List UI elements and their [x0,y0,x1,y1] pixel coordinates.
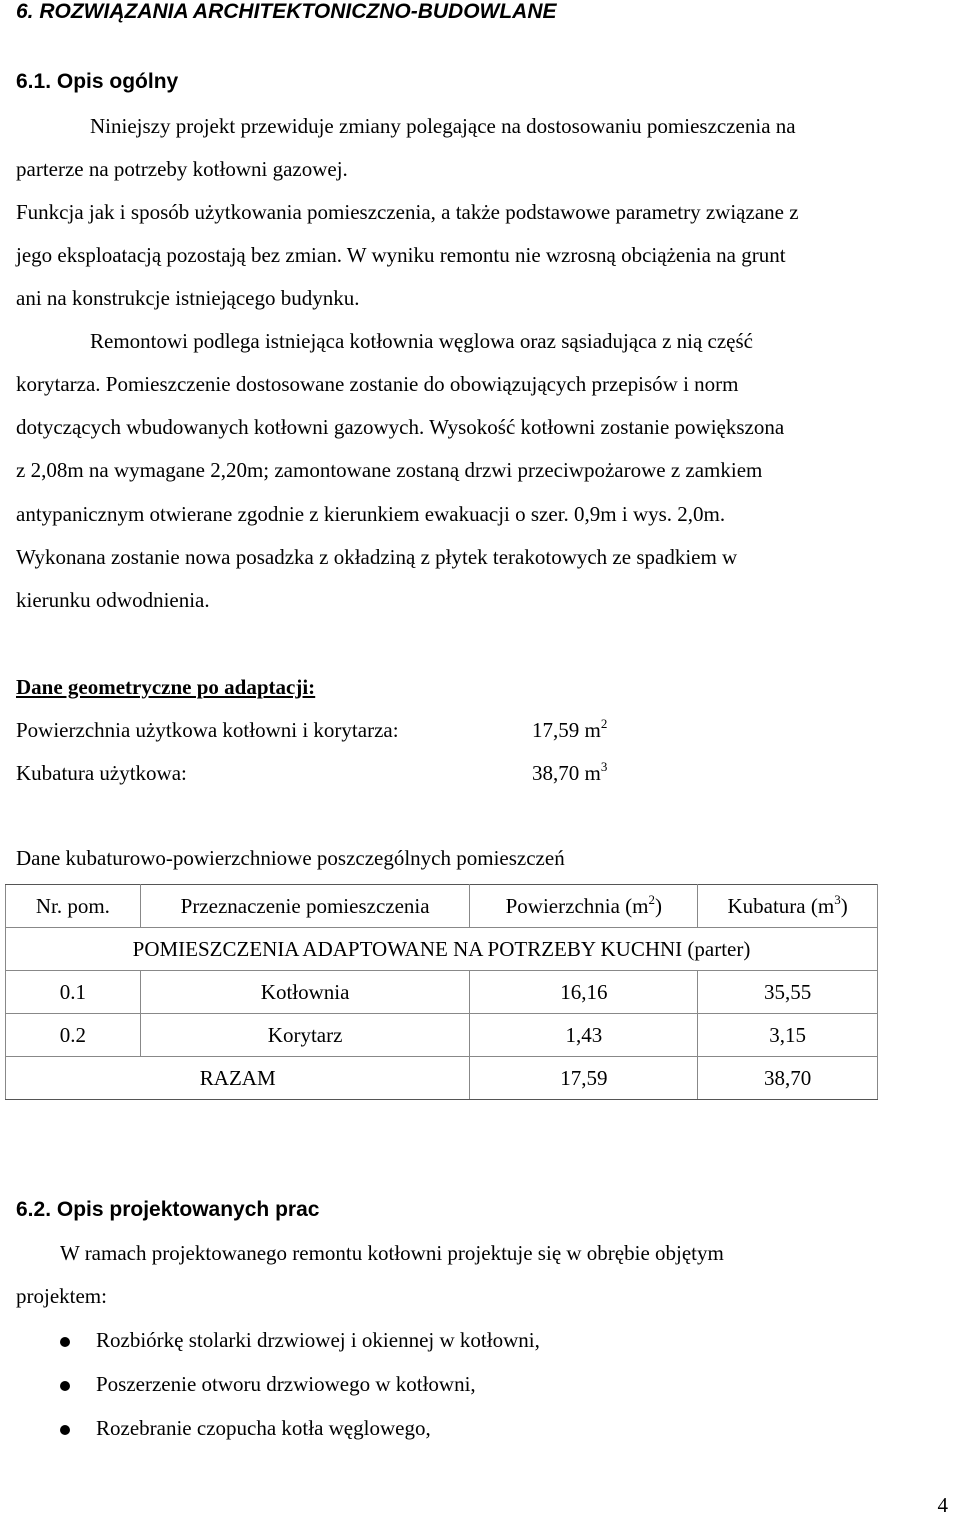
cell-room-number: 0.1 [6,971,141,1014]
paragraph-line: W ramach projektowanego remontu kotłowni projektuje się w obrębie objętym [60,1241,724,1265]
paragraph-line: jego eksploatacją pozostają bez zmian. W wyniku remontu nie wzrosną obciążenia na grunt [16,243,786,267]
header-area: Powierzchnia $(m^2)$ [470,885,698,928]
list-item: Poszerzenie otworu drzwiowego w kotłowni, [96,1372,476,1396]
geometry-title: Dane geometryczne po adaptacji: [16,675,316,699]
table-row [6,1014,878,1057]
volume-value: 38,70 $m^3$ [532,759,608,785]
paragraph-line: ani na konstrukcje istniejącego budynku. [16,286,360,310]
table-header-row [6,885,878,928]
cell-purpose: Kotłownia [140,971,470,1014]
cell-area: 1,43 [470,1014,698,1057]
cell-volume: 35,55 [698,971,878,1014]
total-volume: 38,70 [698,1057,878,1100]
paragraph-line: z 2,08m na wymagane 2,20m; zamontowane zostaną drzwi przeciwpożarowe z zamkiem [16,458,763,482]
header-purpose: Przeznaczenie pomieszczenia [140,885,470,928]
total-label: RAZAM [6,1057,470,1100]
bullet-icon [60,1381,70,1391]
volume-label: Kubatura użytkowa: [16,761,187,785]
bullet-icon [60,1337,70,1347]
paragraph-line: projektem: [16,1284,107,1308]
area-value: 17,59 $m^2$ [532,716,608,742]
table-group-row [6,928,878,971]
page-number: 4 [937,1493,948,1517]
cell-volume: 3,15 [698,1014,878,1057]
section-title-works: 6.2. Opis projektowanych prac [16,1198,320,1221]
paragraph-line: Remontowi podlega istniejąca kotłownia węglowa oraz sąsiadująca z nią część [90,329,753,353]
cell-room-number: 0.2 [6,1014,141,1057]
list-item: Rozbiórkę stolarki drzwiowej i okiennej w kotłowni, [96,1328,540,1352]
paragraph-line: Wykonana zostanie nowa posadzka z okładziną z płytek terakotowych ze spadkiem w [16,545,738,569]
document-heading: 6. ROZWIĄZANIA ARCHITEKTONICZNO-BUDOWLANE [16,0,557,23]
paragraph-line: Funkcja jak i sposób użytkowania pomieszczenia, a także podstawowe parametry związane z [16,200,799,224]
bullet-icon [60,1425,70,1435]
paragraph-line: Niniejszy projekt przewiduje zmiany polegające na dostosowaniu pomieszczenia na [90,114,796,138]
total-area: 17,59 [470,1057,698,1100]
table-row [6,971,878,1014]
area-label: Powierzchnia użytkowa kotłowni i korytarza: [16,718,399,742]
header-volume: Kubatura $(m^3)$ [698,885,878,928]
cell-purpose: Korytarz [140,1014,470,1057]
paragraph-line: dotyczących wbudowanych kotłowni gazowych. Wysokość kotłowni zostanie powiększona [16,415,785,439]
table-total-row [6,1057,878,1100]
section-title-general: 6.1. Opis ogólny [16,70,179,93]
group-title: POMIESZCZENIA ADAPTOWANE NA POTRZEBY KUCHNI (parter) [6,928,878,971]
paragraph-line: kierunku odwodnienia. [16,588,210,612]
paragraph-line: korytarza. Pomieszczenie dostosowane zostanie do obowiązujących przepisów i norm [16,372,739,396]
header-room-number: Nr. pom. [6,885,141,928]
paragraph-line: parterze na potrzeby kotłowni gazowej. [16,157,348,181]
paragraph-line: antypanicznym otwierane zgodnie z kierunkiem ewakuacji o szer. 0,9m i wys. 2,0m. [16,502,726,526]
cell-area: 16,16 [470,971,698,1014]
list-item: Rozebranie czopucha kotła węglowego, [96,1416,431,1440]
table-caption: Dane kubaturowo-powierzchniowe poszczególnych pomieszczeń [16,846,565,870]
rooms-table [5,884,878,1100]
